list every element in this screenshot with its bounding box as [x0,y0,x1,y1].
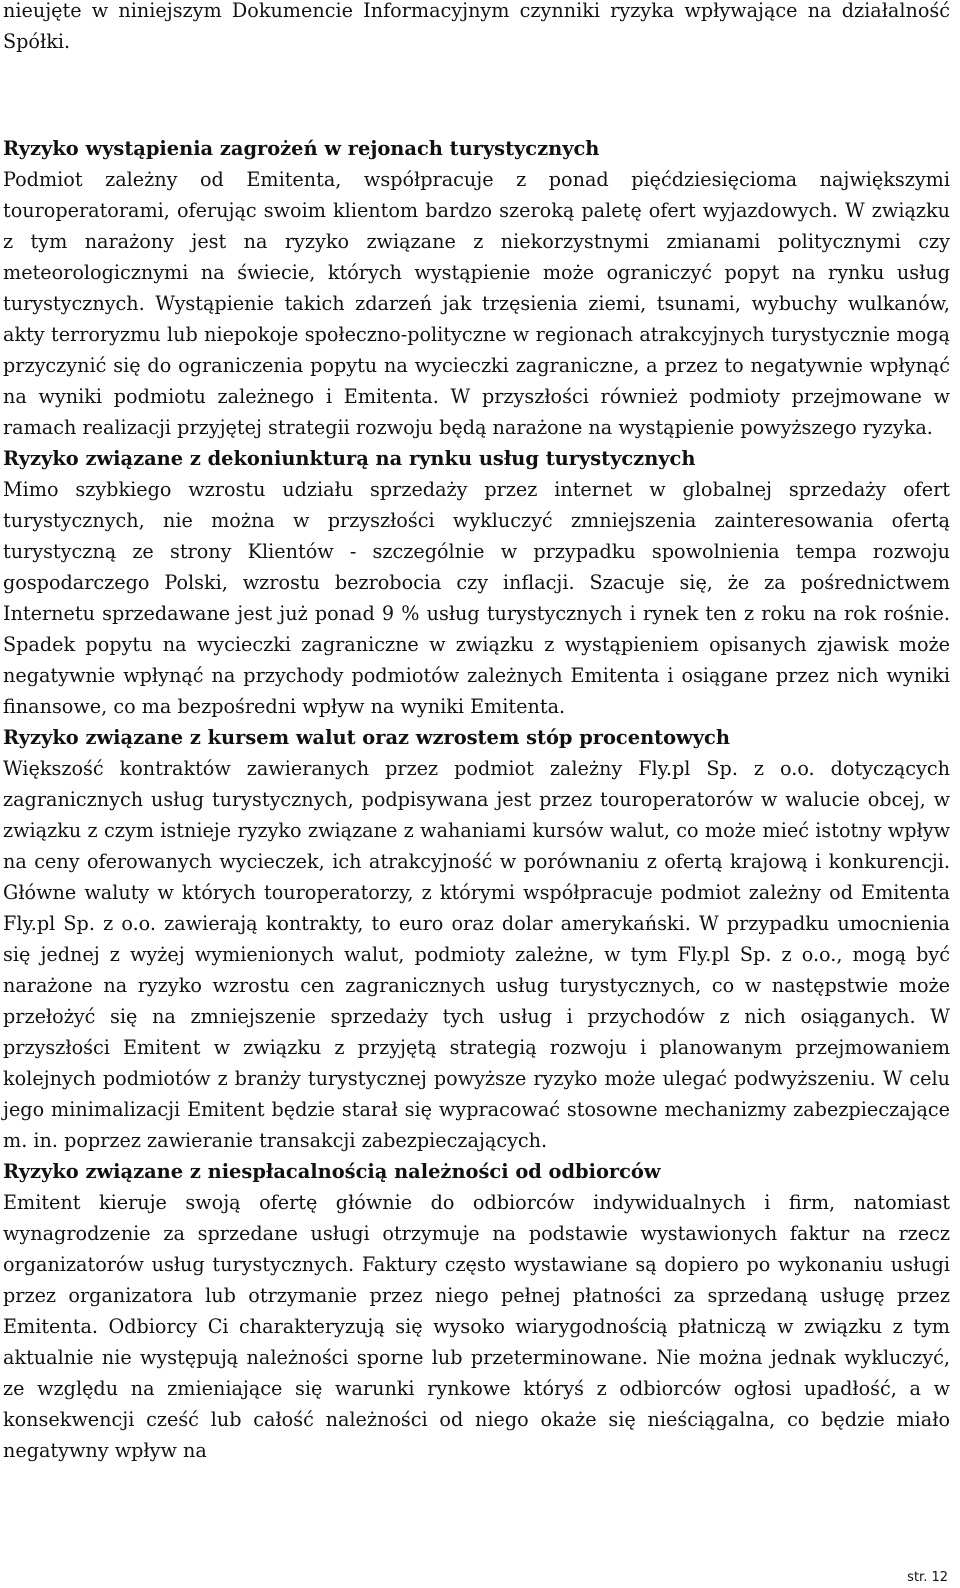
section-heading: Ryzyko związane z dekoniunkturą na rynku usług turystycznych [3,447,696,470]
section-body: Podmiot zależny od Emitenta, współpracuje z ponad pięćdziesięcioma największymi touroperatorami, oferując swoim klientom bardzo szeroką paletę ofert wyjazdowych. W związku z tym narażony jest na ryzyko związane z niekorzystnymi zmianami politycznymi czy meteorologicznymi na świecie, których wystąpienie może ograniczyć popyt na rynku usług turystycznych. Wystąpienie takich zdarzeń jak trzęsienia ziemi, tsunami, wybuchy wulkanów, akty terroryzmu lub niepokoje społeczno-polityczne w regionach atrakcyjnych turystycznie mogą przyczynić się do ograniczenia popytu na wycieczki zagraniczne, a przez to negatywnie wpłynąć na wyniki podmiotu zależnego i Emitenta. W przyszłości również podmioty przejmowane w ramach realizacji przyjętej strategii rozwoju będą narażone na wystąpienie powyższego ryzyka. [3,168,950,439]
section-body: Emitent kieruje swoją ofertę głównie do odbiorców indywidualnych i firm, natomiast wynagrodzenie za sprzedane usługi otrzymuje na podstawie wystawionych faktur na rzecz organizatorów usług turystycznych. Faktury często wystawiane są dopiero po wykonaniu usługi przez organizatora lub otrzymanie przez niego pełnej płatności za sprzedaną usługę przez Emitenta. Odbiorcy Ci charakteryzują się wysoko wiarygodnością płatniczą w związku z tym aktualnie nie występują należności sporne lub przeterminowane. Nie można jednak wykluczyć, ze względu na zmieniające się warunki rynkowe któryś z odbiorców ogłosi upadłość, a w konsekwencji cześć lub całość należności od niego okaże się nieściągalna, co będzie miało negatywny wpływ na [3,1191,950,1462]
section-body: Większość kontraktów zawieranych przez podmiot zależny Fly.pl Sp. z o.o. dotyczących zagranicznych usług turystycznych, podpisywana jest przez touroperatorów w walucie obcej, w związku z czym istnieje ryzyko związane z wahaniami kursów walut, co może mieć istotny wpływ na ceny oferowanych wycieczek, ich atrakcyjność w porównaniu z ofertą krajową i konkurencji. Główne waluty w których touroperatorzy, z którymi współpracuje podmiot zależny od Emitenta Fly.pl Sp. z o.o. zawierają kontrakty, to euro oraz dolar amerykański. W przypadku umocnienia się jednej z wyżej wymienionych walut, podmioty zależne, w tym Fly.pl Sp. z o.o., mogą być narażone na ryzyko wzrostu cen zagranicznych usług turystycznych, co w następstwie może przełożyć się na zmniejszenie sprzedaży tych usług i przychodów z nich osiąganych. W przyszłości Emitent w związku z przyjętą strategią rozwoju i planowanym przejmowaniem kolejnych podmiotów z branży turystycznej powyższe ryzyko może ulegać podwyższeniu. W celu jego minimalizacji Emitent będzie starał się wypracować stosowne mechanizmy zabezpieczające m. in. poprzez zawieranie transakcji zabezpieczających. [3,757,950,1152]
section-tourist-regions-risk [3,133,950,443]
page-number: str. 12 [907,1570,948,1585]
section-currency-interest-risk [3,722,950,1156]
paragraph-spacer [3,57,950,133]
intro-paragraph: nieujęte w niniejszym Dokumencie Informacyjnym czynniki ryzyka wpływające na działalność Spółki. [3,0,950,53]
section-body: Mimo szybkiego wzrostu udziału sprzedaży przez internet w globalnej sprzedaży ofert turystycznych, nie można w przyszłości wykluczyć zmniejszenia zainteresowania ofertą turystyczną ze strony Klientów - szczególnie w przypadku spowolnienia tempa rozwoju gospodarczego Polski, wzrostu bezrobocia czy inflacji. Szacuje się, że za pośrednictwem Internetu sprzedawane jest już ponad 9 % usług turystycznych i rynek ten z roku na rok rośnie. Spadek popytu na wycieczki zagraniczne w związku z wystąpieniem opisanych zjawisk może negatywnie wpłynąć na przychody podmiotów zależnych Emitenta i osiągane przez nich wyniki finansowe, co ma bezpośredni wpływ na wyniki Emitenta. [3,478,950,718]
section-heading: Ryzyko wystąpienia zagrożeń w rejonach turystycznych [3,137,600,160]
section-market-downturn-risk [3,443,950,722]
section-receivables-risk [3,1156,950,1466]
section-heading: Ryzyko związane z kursem walut oraz wzrostem stóp procentowych [3,726,730,749]
section-heading: Ryzyko związane z niespłacalnością należności od odbiorców [3,1160,661,1183]
